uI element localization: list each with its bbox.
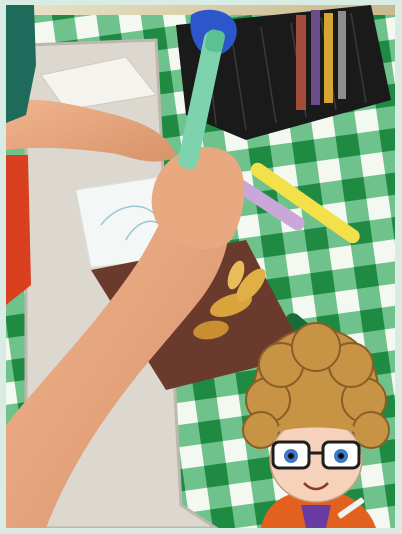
child-red-clothing [6,155,31,305]
photo-scene [6,5,395,528]
photo-frame [6,5,395,528]
